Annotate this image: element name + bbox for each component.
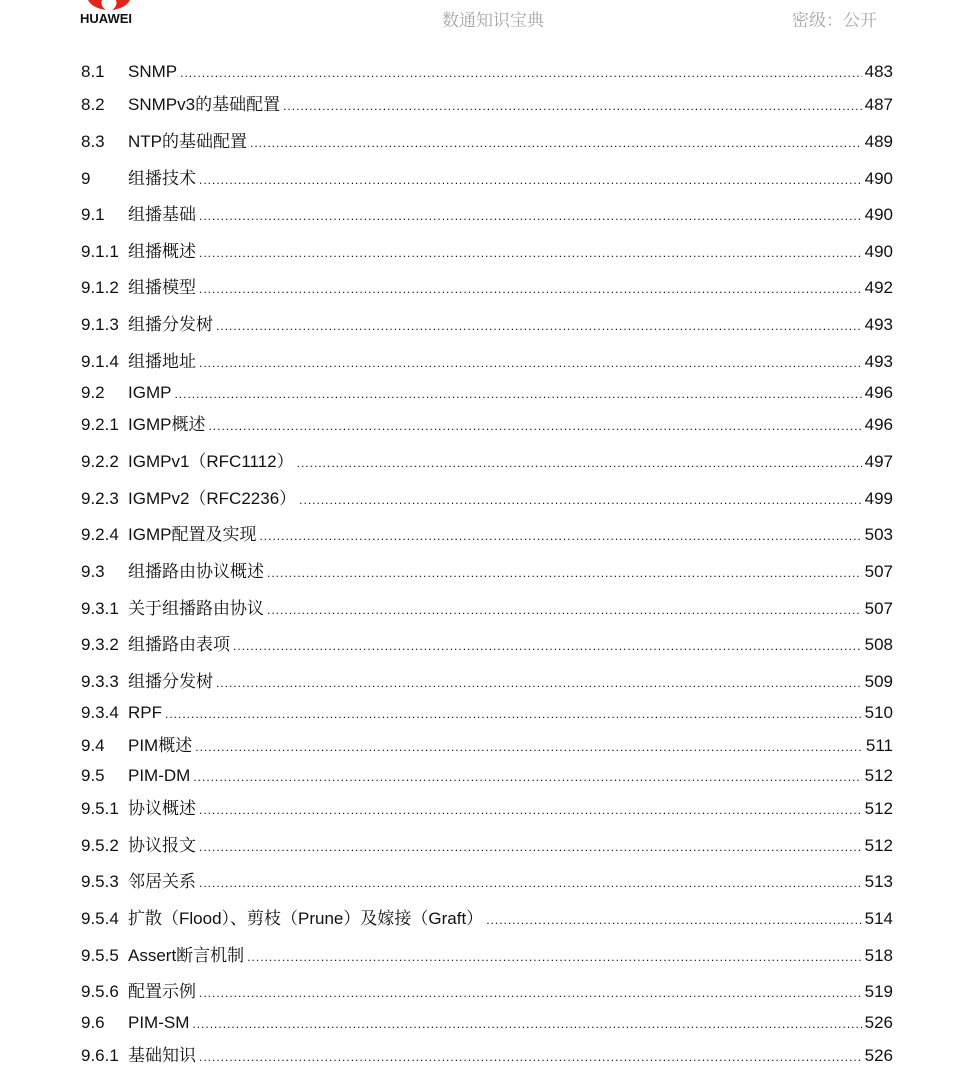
toc-entry-page[interactable]: 513 (864, 872, 893, 891)
toc-entry[interactable] (81, 561, 893, 583)
toc-entry-number: 9.5.1 (81, 799, 119, 818)
toc-dot-leader (199, 982, 862, 1004)
toc-entry[interactable] (81, 981, 893, 1003)
toc-entry-page[interactable]: 518 (864, 946, 893, 965)
toc-entry-page[interactable]: 496 (864, 415, 893, 434)
toc-entry-number: 9.5.2 (81, 836, 119, 855)
toc-entry-page[interactable]: 512 (864, 836, 893, 855)
toc-entry-title[interactable]: 组播分发树 (128, 672, 213, 691)
toc-dot-leader (199, 872, 862, 894)
toc-entry-page[interactable]: 490 (864, 169, 893, 188)
toc-dot-leader (233, 635, 862, 657)
toc-entry-title[interactable]: RPF (128, 703, 162, 722)
toc-entry-page[interactable]: 490 (864, 205, 893, 224)
huawei-petal-icon (82, 0, 136, 10)
toc-entry-title[interactable]: 配置示例 (128, 982, 196, 1001)
toc-dot-leader (299, 489, 861, 511)
toc-dot-leader (199, 169, 862, 191)
toc-entry-number: 8.2 (81, 95, 105, 114)
toc-entry-page[interactable]: 492 (864, 278, 893, 297)
toc-entry-title[interactable]: SNMP (128, 62, 178, 81)
toc-entry[interactable] (81, 1012, 893, 1034)
toc-entry-number: 9.5.4 (81, 909, 119, 928)
toc-entry-page[interactable]: 496 (864, 383, 893, 402)
toc-entry[interactable] (81, 908, 893, 930)
toc-entry-title[interactable]: NTP的基础配置 (128, 132, 247, 151)
toc-entry[interactable] (81, 871, 893, 893)
toc-entry[interactable] (81, 945, 893, 967)
toc-entry-title[interactable]: PIM-DM (128, 766, 191, 785)
toc-entry-number: 9.2.1 (81, 415, 119, 434)
toc-entry-page[interactable]: 519 (864, 982, 893, 1001)
toc-entry-page[interactable]: 499 (864, 489, 893, 508)
toc-entry-page[interactable]: 483 (864, 62, 893, 81)
toc-dot-leader (192, 1013, 861, 1035)
toc-dot-leader (250, 132, 862, 154)
toc-entry[interactable] (81, 351, 893, 373)
toc-entry-title[interactable]: 组播地址 (128, 352, 196, 371)
toc-entry-page[interactable]: 526 (864, 1013, 893, 1032)
toc-entry-page[interactable]: 514 (864, 909, 893, 928)
toc-entry-page[interactable]: 493 (864, 352, 893, 371)
toc-dot-leader (180, 62, 862, 84)
toc-entry[interactable] (81, 671, 893, 693)
toc-entry-page[interactable]: 490 (864, 242, 893, 261)
toc-dot-leader (199, 1046, 862, 1068)
toc-entry[interactable] (81, 488, 893, 510)
toc-entry[interactable] (81, 414, 893, 436)
toc-entry-number: 9.5 (81, 766, 105, 785)
toc-entry-page[interactable]: 512 (864, 799, 893, 818)
toc-entry-title[interactable]: 协议报文 (128, 836, 196, 855)
toc-entry-number: 9.6.1 (81, 1046, 119, 1065)
toc-entry-number: 9.1.4 (81, 352, 119, 371)
toc-entry-number: 9.5.5 (81, 946, 119, 965)
toc-entry-number: 9.2 (81, 383, 105, 402)
toc-entry-number: 9.6 (81, 1013, 105, 1032)
toc-entry-title[interactable]: PIM-SM (128, 1013, 190, 1032)
toc-entry[interactable] (81, 382, 893, 404)
toc-entry-number: 9.3.3 (81, 672, 119, 691)
toc-dot-leader (486, 909, 861, 931)
toc-entry[interactable] (81, 702, 893, 724)
toc-entry-title[interactable]: 组播基础 (128, 205, 196, 224)
toc-entry-page[interactable]: 487 (864, 95, 893, 114)
toc-dot-leader (193, 766, 861, 788)
toc-entry-page[interactable]: 497 (864, 452, 893, 471)
toc-dot-leader (216, 672, 862, 694)
toc-dot-leader (283, 95, 862, 117)
toc-entry-title[interactable]: IGMPv2（RFC2236） (128, 489, 297, 508)
toc-entry[interactable] (81, 1045, 893, 1067)
toc-dot-leader (216, 315, 862, 337)
toc-entry-title[interactable]: Assert断言机制 (128, 946, 245, 965)
toc-entry-title[interactable]: 邻居关系 (128, 872, 196, 891)
toc-entry-title[interactable]: IGMPv1（RFC1112） (128, 452, 294, 471)
toc-entry-page[interactable]: 507 (864, 599, 893, 618)
toc-entry-page[interactable]: 526 (864, 1046, 893, 1065)
page-header (0, 0, 960, 40)
toc-entry-page[interactable]: 508 (864, 635, 893, 654)
toc-entry-title[interactable]: 基础知识 (128, 1046, 196, 1065)
toc-entry-title[interactable]: 组播路由协议概述 (128, 562, 264, 581)
toc-entry-title[interactable]: 组播路由表项 (128, 635, 230, 654)
toc-entry-number: 9.1 (81, 205, 105, 224)
toc-entry-number: 9.4 (81, 736, 105, 755)
toc-entry[interactable] (81, 168, 893, 190)
toc-entry-number: 8.3 (81, 132, 105, 151)
toc-entry-number: 9.3.1 (81, 599, 119, 618)
toc-dot-leader (247, 946, 861, 968)
toc-dot-leader (165, 703, 862, 725)
toc-entry[interactable] (81, 735, 893, 757)
toc-entry-number: 8.1 (81, 62, 105, 81)
toc-entry-number: 9.3.2 (81, 635, 119, 654)
toc-dot-leader (208, 415, 861, 437)
toc-entry-title[interactable]: 组播模型 (128, 278, 196, 297)
toc-dot-leader (199, 278, 862, 300)
toc-entry-title[interactable]: 扩散（Flood）、剪枝（Prune）及嫁接（Graft） (128, 909, 484, 928)
logo-text: HUAWEI (80, 11, 132, 26)
toc-entry[interactable] (81, 131, 893, 153)
toc-entry-title[interactable]: IGMP (128, 383, 172, 402)
toc-entry-page[interactable]: 503 (864, 525, 893, 544)
toc-entry-title[interactable]: 协议概述 (128, 799, 196, 818)
toc-entry[interactable] (81, 94, 893, 116)
huawei-logo (80, 0, 140, 26)
toc-entry[interactable] (81, 835, 893, 857)
toc-entry-title[interactable]: SNMPv3的基础配置 (128, 95, 281, 114)
toc-dot-leader (199, 799, 862, 821)
toc-entry-page[interactable]: 512 (864, 766, 893, 785)
toc-entry-number: 9.2.2 (81, 452, 119, 471)
toc-entry-number: 9.1.2 (81, 278, 119, 297)
toc-entry-title[interactable]: 组播分发树 (128, 315, 213, 334)
toc-entry-page[interactable]: 511 (865, 736, 893, 755)
toc-entry-page[interactable]: 489 (864, 132, 893, 151)
toc-dot-leader (259, 525, 861, 547)
toc-entry[interactable] (81, 241, 893, 263)
toc-entry-number: 9.2.3 (81, 489, 119, 508)
toc-dot-leader (174, 383, 861, 405)
toc-entry-title[interactable]: 组播概述 (128, 242, 196, 261)
toc-entry[interactable] (81, 634, 893, 656)
toc-entry-title[interactable]: 组播技术 (128, 169, 196, 188)
toc-entry[interactable] (81, 61, 893, 83)
classification-label: 密级：公开 (792, 11, 877, 30)
toc-dot-leader (195, 736, 863, 758)
toc-entry-page[interactable]: 510 (864, 703, 893, 722)
toc-dot-leader (297, 452, 862, 474)
toc-entry-page[interactable]: 493 (864, 315, 893, 334)
toc-entry-title[interactable]: PIM概述 (128, 736, 193, 755)
toc-dot-leader (199, 205, 862, 227)
toc-entry-page[interactable]: 509 (864, 672, 893, 691)
toc-entry-number: 9 (81, 169, 91, 188)
toc-entry-title[interactable]: 关于组播路由协议 (128, 599, 264, 618)
toc-dot-leader (267, 562, 862, 584)
toc-entry-number: 9.5.6 (81, 982, 119, 1001)
toc-dot-leader (199, 836, 862, 858)
toc-entry-number: 9.3 (81, 562, 105, 581)
toc-dot-leader (267, 599, 862, 621)
toc-dot-leader (199, 242, 862, 264)
toc-entry[interactable] (81, 524, 893, 546)
toc-entry[interactable] (81, 204, 893, 226)
toc-entry-page[interactable]: 507 (864, 562, 893, 581)
toc-entry[interactable] (81, 314, 893, 336)
toc-entry[interactable] (81, 451, 893, 473)
toc-entry-number: 9.2.4 (81, 525, 119, 544)
toc-entry[interactable] (81, 277, 893, 299)
toc-entry[interactable] (81, 598, 893, 620)
toc-entry-number: 9.1.1 (81, 242, 119, 261)
toc-entry-number: 9.5.3 (81, 872, 119, 891)
toc-dot-leader (199, 352, 862, 374)
toc-entry-number: 9.3.4 (81, 703, 119, 722)
document-title: 数通知识宝典 (442, 11, 544, 30)
toc-entry-number: 9.1.3 (81, 315, 119, 334)
toc-entry[interactable] (81, 765, 893, 787)
toc-entry-title[interactable]: IGMP概述 (128, 415, 206, 434)
toc-entry-title[interactable]: IGMP配置及实现 (128, 525, 257, 544)
toc-entry[interactable] (81, 798, 893, 820)
